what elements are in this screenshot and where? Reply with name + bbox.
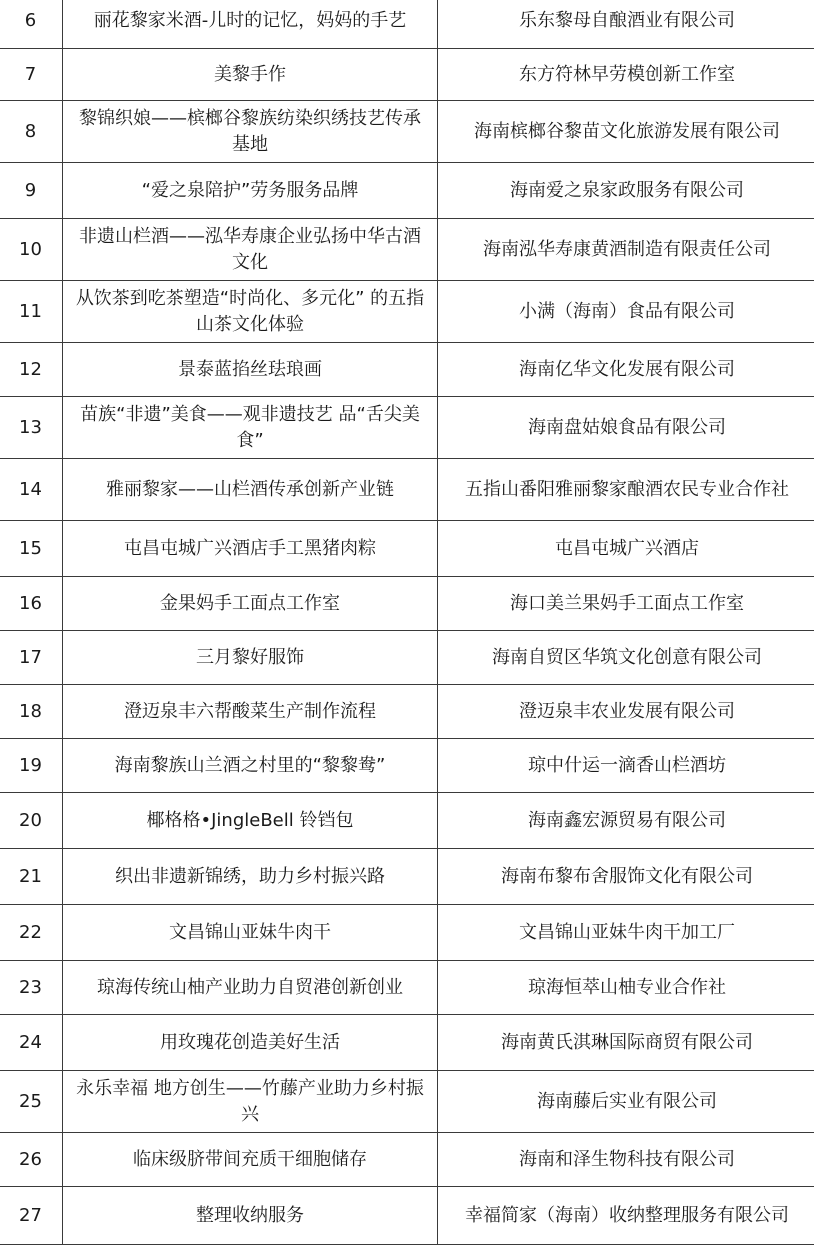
- project-name-cell-text: 从饮茶到吃茶塑造“时尚化、多元化” 的五指山茶文化体验: [75, 287, 425, 335]
- row-number-cell: [0, 739, 63, 793]
- table-row: [0, 905, 814, 961]
- table-row: [0, 1133, 814, 1187]
- row-number-cell-text: 10: [19, 238, 42, 260]
- project-name-cell: [63, 577, 438, 631]
- organization-cell: [438, 1187, 814, 1245]
- organization-cell: [438, 521, 814, 577]
- row-number-cell-text: 21: [19, 865, 42, 887]
- row-number-cell: [0, 459, 63, 521]
- row-number-cell: [0, 49, 63, 101]
- row-number-cell-text: 19: [19, 754, 42, 776]
- table-row: [0, 49, 814, 101]
- table-row: [0, 1187, 814, 1245]
- row-number-cell: [0, 1015, 63, 1071]
- row-number-cell-text: 27: [19, 1204, 42, 1226]
- row-number-cell: [0, 793, 63, 849]
- row-number-cell-text: 14: [19, 478, 42, 500]
- table-row: [0, 685, 814, 739]
- table-row: [0, 163, 814, 219]
- organization-cell: [438, 1071, 814, 1133]
- row-number-cell-text: 12: [19, 358, 42, 380]
- table-row: [0, 101, 814, 163]
- project-name-cell-text: 苗族“非遗”美食——观非遗技艺 品“舌尖美食”: [80, 403, 420, 451]
- table-row: [0, 459, 814, 521]
- project-name-cell: [63, 1071, 438, 1133]
- table-row: [0, 577, 814, 631]
- organization-cell: [438, 793, 814, 849]
- project-name-cell-text: 景泰蓝掐丝珐琅画: [178, 358, 322, 380]
- row-number-cell: [0, 1133, 63, 1187]
- project-name-cell-text: 非遗山栏酒——泓华寿康企业弘扬中华古酒文化: [79, 225, 421, 273]
- project-name-cell-text: 雅丽黎家——山栏酒传承创新产业链: [106, 478, 394, 500]
- organization-cell: [438, 849, 814, 905]
- project-name-cell-text: 黎锦织娘——槟榔谷黎族纺染织绣技艺传承基地: [79, 107, 421, 155]
- organization-cell-text: 海南鑫宏源贸易有限公司: [528, 809, 726, 831]
- row-number-cell-text: 23: [19, 976, 42, 998]
- organization-cell: [438, 49, 814, 101]
- project-name-cell-text: 三月黎好服饰: [196, 646, 304, 668]
- organization-cell: [438, 397, 814, 459]
- organization-cell-text: 海南泓华寿康黄酒制造有限责任公司: [483, 238, 771, 260]
- organization-cell-text: 海南藤后实业有限公司: [537, 1090, 717, 1112]
- project-name-cell: [63, 1015, 438, 1071]
- project-name-cell: [63, 281, 438, 343]
- project-name-cell-text: 永乐幸福 地方创生——竹藤产业助力乡村振兴: [76, 1077, 424, 1125]
- row-number-cell: [0, 343, 63, 397]
- table-row: [0, 1071, 814, 1133]
- row-number-cell-text: 20: [19, 809, 42, 831]
- project-name-cell: [63, 739, 438, 793]
- table-row: [0, 281, 814, 343]
- row-number-cell: [0, 1187, 63, 1245]
- project-name-cell-text: 丽花黎家米酒-儿时的记忆，妈妈的手艺: [93, 9, 407, 31]
- row-number-cell-text: 16: [19, 592, 42, 614]
- project-name-cell: [63, 1133, 438, 1187]
- organization-cell: [438, 1015, 814, 1071]
- organization-cell-text: 屯昌屯城广兴酒店: [555, 537, 699, 559]
- organization-cell: [438, 101, 814, 163]
- row-number-cell: [0, 905, 63, 961]
- organization-cell-text: 海南槟榔谷黎苗文化旅游发展有限公司: [474, 120, 780, 142]
- row-number-cell: [0, 0, 63, 49]
- project-name-cell: [63, 849, 438, 905]
- row-number-cell-text: 18: [19, 700, 42, 722]
- row-number-cell-text: 25: [19, 1090, 42, 1112]
- organization-cell-text: 海南亿华文化发展有限公司: [519, 358, 735, 380]
- row-number-cell: [0, 631, 63, 685]
- row-number-cell: [0, 219, 63, 281]
- project-name-cell-text: 文昌锦山亚妹牛肉干: [169, 921, 331, 943]
- organization-cell: [438, 459, 814, 521]
- project-name-cell-text: 临床级脐带间充质干细胞储存: [133, 1148, 367, 1170]
- organization-cell: [438, 905, 814, 961]
- organization-cell-text: 琼中什运一滴香山栏酒坊: [528, 754, 726, 776]
- organization-cell-text: 海南自贸区华筑文化创意有限公司: [492, 646, 762, 668]
- organization-cell: [438, 961, 814, 1015]
- table-row: [0, 1015, 814, 1071]
- project-name-cell: [63, 219, 438, 281]
- project-name-cell-text: “爱之泉陪护”劳务服务品牌: [141, 179, 359, 201]
- organization-cell: [438, 0, 814, 49]
- table-row: [0, 0, 814, 49]
- table-row: [0, 219, 814, 281]
- organization-cell-text: 海口美兰果妈手工面点工作室: [510, 592, 744, 614]
- table-row: [0, 849, 814, 905]
- organization-cell: [438, 631, 814, 685]
- row-number-cell-text: 7: [24, 63, 37, 85]
- project-name-cell: [63, 961, 438, 1015]
- table-row: [0, 521, 814, 577]
- project-name-cell: [63, 631, 438, 685]
- row-number-cell-text: 6: [24, 9, 37, 31]
- project-name-cell: [63, 397, 438, 459]
- project-name-cell: [63, 0, 438, 49]
- project-name-cell: [63, 163, 438, 219]
- organization-cell-text: 五指山番阳雅丽黎家酿酒农民专业合作社: [465, 478, 789, 500]
- organization-cell-text: 海南盘姑娘食品有限公司: [528, 416, 726, 438]
- project-name-cell: [63, 793, 438, 849]
- organization-cell-text: 东方符林早劳模创新工作室: [519, 63, 735, 85]
- row-number-cell-text: 8: [24, 120, 37, 142]
- project-name-cell-text: 美黎手作: [214, 63, 286, 85]
- project-name-cell-text: 用玫瑰花创造美好生活: [160, 1031, 340, 1053]
- table-row: [0, 343, 814, 397]
- row-number-cell-text: 22: [19, 921, 42, 943]
- row-number-cell: [0, 961, 63, 1015]
- project-name-cell: [63, 49, 438, 101]
- row-number-cell-text: 9: [24, 179, 37, 201]
- organization-cell: [438, 219, 814, 281]
- row-number-cell-text: 17: [19, 646, 42, 668]
- organization-cell-text: 海南黄氏淇琳国际商贸有限公司: [501, 1031, 753, 1053]
- row-number-cell: [0, 101, 63, 163]
- table-row: [0, 961, 814, 1015]
- project-name-cell: [63, 1187, 438, 1245]
- row-number-cell-text: 11: [19, 300, 42, 322]
- row-number-cell-text: 13: [19, 416, 42, 438]
- organization-cell: [438, 1133, 814, 1187]
- project-name-cell-text: 澄迈泉丰六帮酸菜生产制作流程: [124, 700, 376, 722]
- project-name-cell-text: 椰格格•JingleBell 铃铛包: [146, 809, 354, 831]
- organization-cell: [438, 739, 814, 793]
- organization-cell-text: 乐东黎母自酿酒业有限公司: [519, 9, 735, 31]
- row-number-cell: [0, 577, 63, 631]
- organization-cell-text: 小满（海南）食品有限公司: [519, 300, 735, 322]
- organization-cell-text: 澄迈泉丰农业发展有限公司: [519, 700, 735, 722]
- table-row: [0, 793, 814, 849]
- row-number-cell-text: 15: [19, 537, 42, 559]
- row-number-cell: [0, 1071, 63, 1133]
- row-number-cell-text: 24: [19, 1031, 42, 1053]
- organization-cell: [438, 281, 814, 343]
- table-row: [0, 397, 814, 459]
- row-number-cell: [0, 397, 63, 459]
- project-name-cell: [63, 685, 438, 739]
- project-name-cell: [63, 343, 438, 397]
- project-name-cell: [63, 101, 438, 163]
- organization-cell-text: 海南布黎布舍服饰文化有限公司: [501, 865, 753, 887]
- organization-cell: [438, 685, 814, 739]
- row-number-cell: [0, 521, 63, 577]
- project-name-cell: [63, 905, 438, 961]
- table-row: [0, 739, 814, 793]
- table-row: [0, 631, 814, 685]
- organization-cell: [438, 577, 814, 631]
- organization-cell-text: 琼海恒萃山柚专业合作社: [528, 976, 726, 998]
- project-name-cell-text: 织出非遗新锦绣，助力乡村振兴路: [115, 865, 385, 887]
- project-name-cell-text: 金果妈手工面点工作室: [160, 592, 340, 614]
- organization-cell: [438, 343, 814, 397]
- project-name-cell: [63, 459, 438, 521]
- project-name-cell: [63, 521, 438, 577]
- project-name-cell-text: 屯昌屯城广兴酒店手工黑猪肉粽: [124, 537, 376, 559]
- organization-cell-text: 幸福简家（海南）收纳整理服务有限公司: [465, 1204, 789, 1226]
- row-number-cell: [0, 163, 63, 219]
- row-number-cell: [0, 281, 63, 343]
- row-number-cell: [0, 685, 63, 739]
- project-name-cell-text: 海南黎族山兰酒之村里的“黎黎鸯”: [114, 754, 386, 776]
- row-number-cell: [0, 849, 63, 905]
- organization-cell-text: 海南和泽生物科技有限公司: [519, 1148, 735, 1170]
- organization-cell: [438, 163, 814, 219]
- project-name-cell-text: 琼海传统山柚产业助力自贸港创新创业: [97, 976, 403, 998]
- row-number-cell-text: 26: [19, 1148, 42, 1170]
- organization-cell-text: 海南爱之泉家政服务有限公司: [510, 179, 744, 201]
- organization-cell-text: 文昌锦山亚妹牛肉干加工厂: [519, 921, 735, 943]
- project-name-cell-text: 整理收纳服务: [196, 1204, 304, 1226]
